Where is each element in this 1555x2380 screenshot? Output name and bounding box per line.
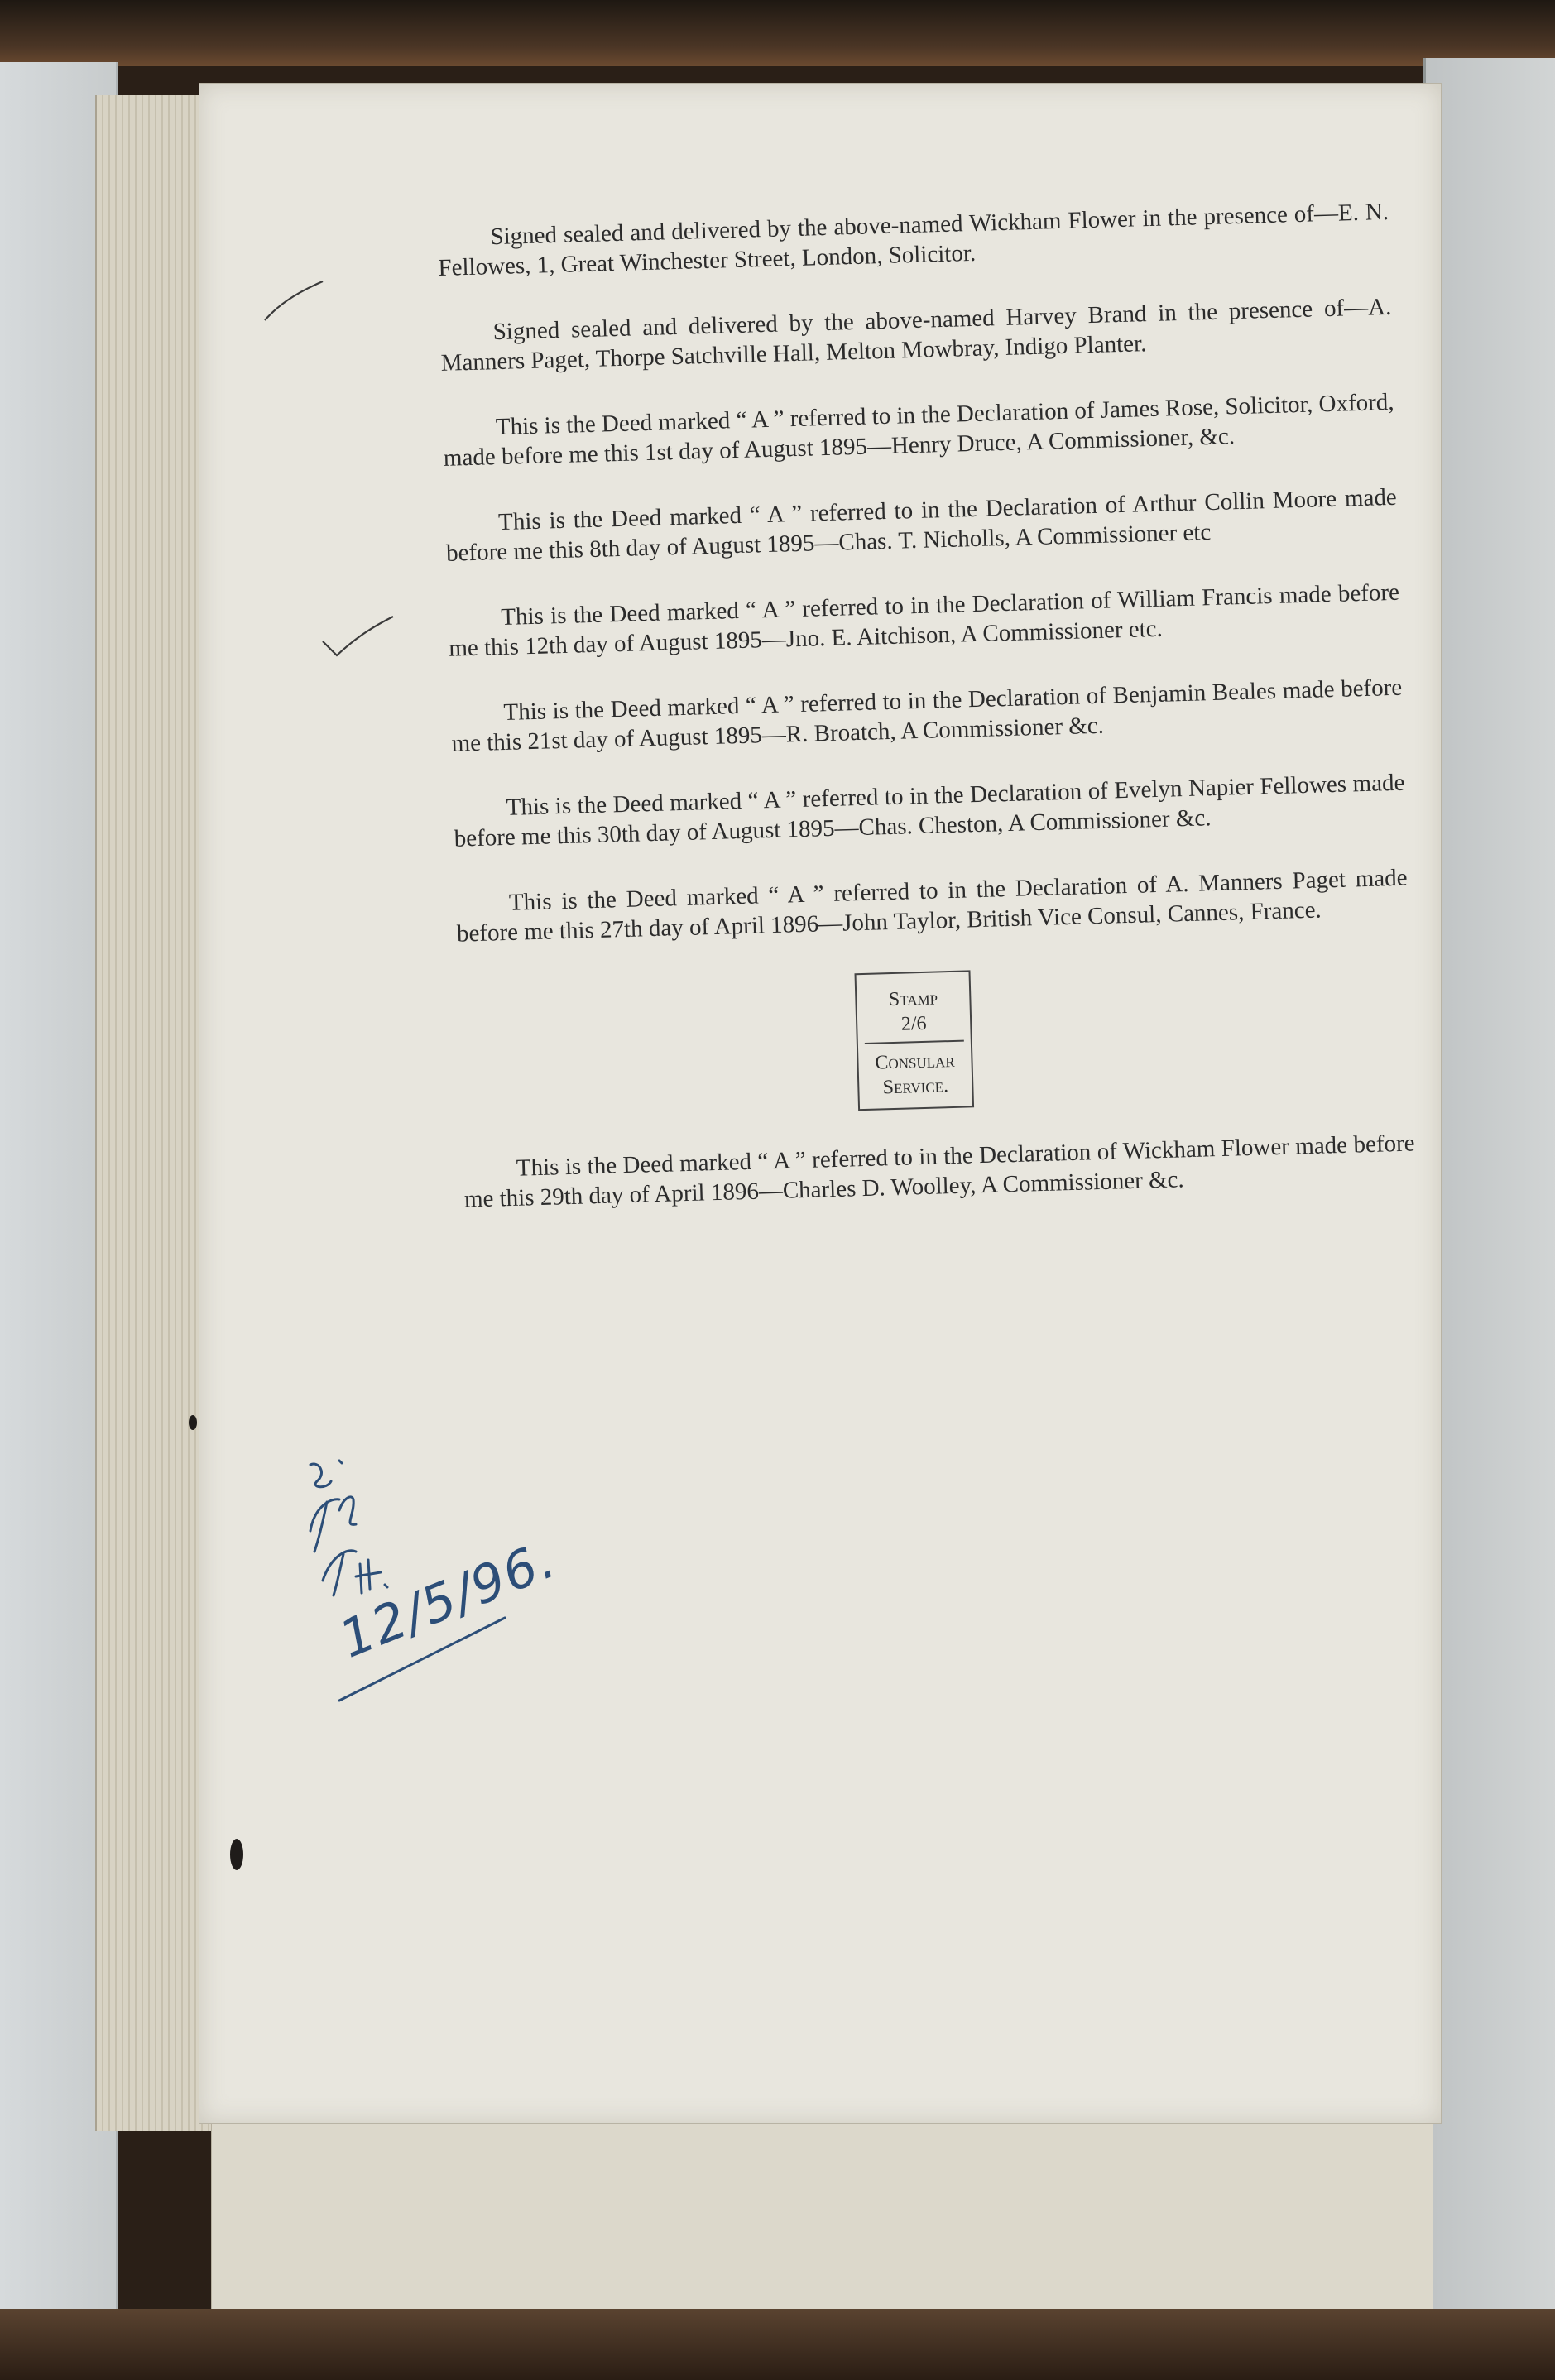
stamp-label: Stamp [888,987,938,1011]
ink-blot [189,1415,197,1430]
stamp-value: 2/6 [900,1012,927,1035]
date-underline-icon [331,1610,513,1709]
paragraph: This is the Deed marked “ A ” referred to in the Declaration of A. Manners Paget made before me this 27th day of April 1896—John Taylor, British Vice Consul, Cannes, France. [456,864,1408,948]
pencil-tick-icon [261,277,327,327]
handwritten-date: 12/5/96. [331,1528,565,1670]
back-leaf [211,2102,1433,2310]
paragraph: This is the Deed marked “ A ” referred to in the Declaration of Evelyn Napier Fellowes made before me this 30th day of August 1895—Chas. Cheston, A Commissioner &c. [454,769,1405,852]
right-page [1423,58,1555,2309]
paragraph: This is the Deed marked “ A ” referred to in the Declaration of Benjamin Beales made before me this 21st day of August 1895—R. Broatch, A Commissioner &c. [451,674,1403,757]
stamp-service: Consular [875,1049,956,1074]
consular-stamp [855,970,975,1111]
paragraph: Signed sealed and delivered by the above-named Wickham Flower in the presence of—E. N. Fellowes, 1, Great Winchester Street, London, Solicitor. [438,198,1389,281]
stamp-service: Service. [882,1075,949,1099]
paragraph: Signed sealed and delivered by the above-named Harvey Brand in the presence of—A. Manners Paget, Thorpe Satchville Hall, Melton Mowbray, Indigo Planter. [440,293,1392,377]
paragraph: This is the Deed marked “ A ” referred to in the Declaration of Arthur Collin Moore made before me this 8th day of August 1895—Chas. T. Nicholls, A Commissioner etc [445,483,1398,567]
book-binding-bottom [0,2309,1555,2380]
paragraph: This is the Deed marked “ A ” referred to in the Declaration of James Rose, Solicitor, Oxford, made before me this 1st day of August 1895—Henry Druce, A Commissioner, &c. [443,388,1394,472]
book-binding-top [0,0,1555,66]
final-paragraph: This is the Deed marked “ A ” referred to in the Declaration of Wickham Flower made before me this 29th day of April 1896—Charles D. Woolley, A Commissioner &c. [463,1130,1415,1213]
ink-blot [230,1839,243,1870]
document-text [437,197,1417,1250]
paragraph: This is the Deed marked “ A ” referred to in the Declaration of William Francis made before me this 12th day of August 1895—Jno. E. Aitchison, A Commissioner etc. [448,578,1400,662]
pencil-tick-icon [319,612,397,662]
